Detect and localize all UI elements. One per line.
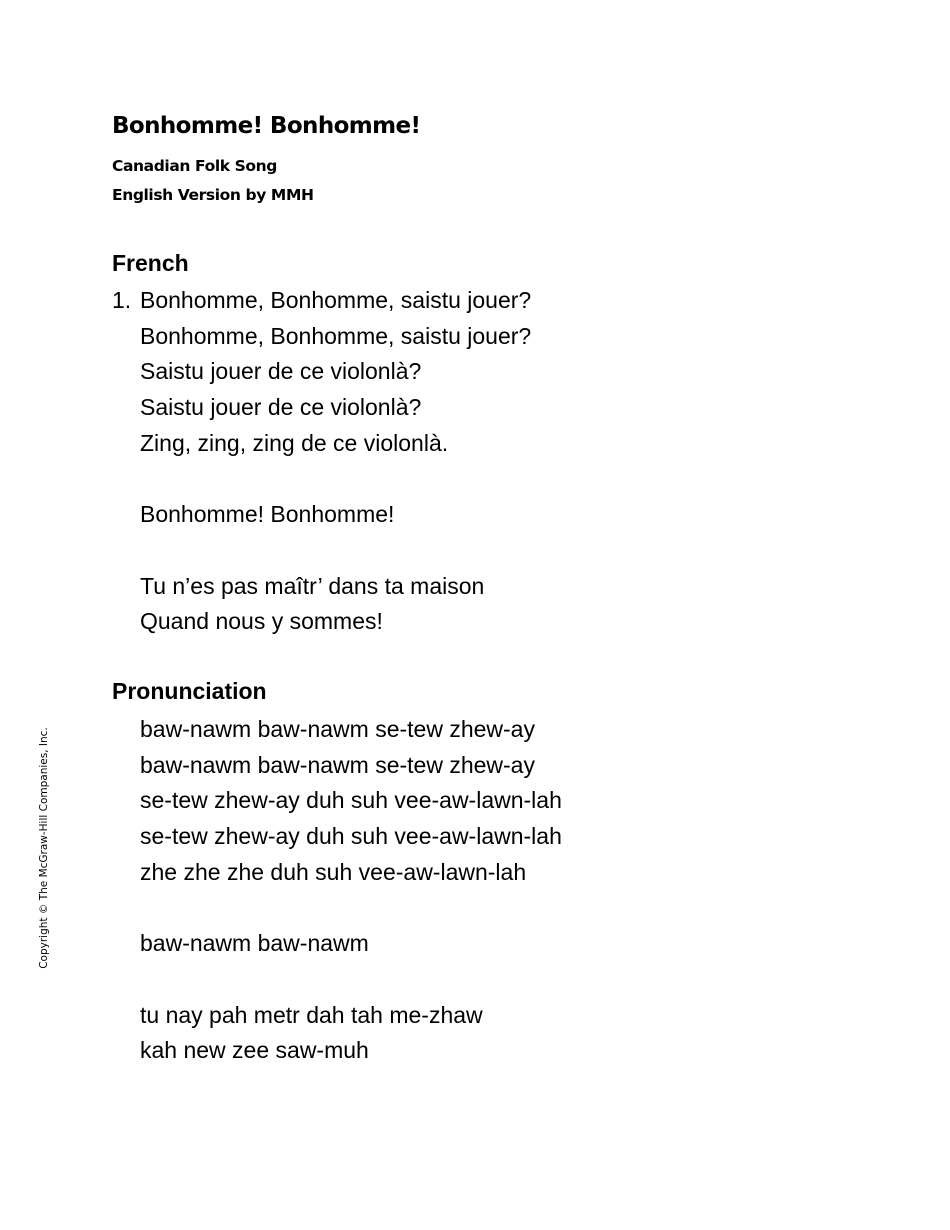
pronunciation-text: baw-nawm baw-nawm — [140, 930, 369, 957]
lyric-text: Bonhomme, Bonhomme, saistu jouer? — [140, 287, 532, 313]
pronunciation-text: baw-nawm baw-nawm se-tew zhew-ay — [140, 751, 535, 778]
pronunciation-line — [112, 748, 562, 784]
blank-line — [112, 461, 531, 497]
lyric-text: Zing, zing, zing de ce violonlà. — [140, 429, 449, 456]
pronunciation-line — [112, 712, 562, 748]
pronunciation-line — [112, 783, 562, 819]
pronunciation-text: baw-nawm baw-nawm se-tew zhew-ay — [140, 716, 535, 742]
song-version-credit: English Version by MMH — [112, 186, 314, 204]
lyric-line — [112, 390, 531, 426]
pronunciation-text: se-tew zhew-ay duh suh vee-aw-lawn-lah — [140, 823, 562, 850]
lyric-text: Quand nous y sommes! — [140, 608, 383, 635]
lyric-line — [112, 604, 531, 640]
lyric-line — [112, 354, 531, 390]
lyric-text: Saistu jouer de ce violonlà? — [140, 394, 422, 421]
song-title: Bonhomme! Bonhomme! — [112, 113, 421, 139]
pronunciation-line — [112, 1033, 562, 1069]
pronunciation-line — [112, 819, 562, 855]
pronunciation-line — [112, 926, 562, 962]
lyric-text: Bonhomme! Bonhomme! — [140, 501, 395, 528]
pronunciation-heading: Pronunciation — [112, 678, 267, 704]
lyric-line — [112, 319, 531, 355]
blank-line — [112, 533, 531, 569]
lyric-line — [112, 569, 531, 605]
pronunciation-lyrics — [112, 712, 562, 1069]
french-lyrics — [112, 283, 531, 640]
lyric-text: Tu n’es pas maîtr’ dans ta maison — [140, 572, 485, 599]
verse-number: 1. — [112, 287, 132, 313]
pronunciation-line — [112, 998, 562, 1034]
blank-line — [112, 962, 562, 998]
pronunciation-text: kah new zee saw-muh — [140, 1037, 369, 1064]
lyric-text: Bonhomme, Bonhomme, saistu jouer? — [140, 322, 532, 349]
pronunciation-text: se-tew zhew-ay duh suh vee-aw-lawn-lah — [140, 787, 562, 814]
blank-line — [112, 890, 562, 926]
lyric-line — [112, 426, 531, 462]
lyric-line — [112, 497, 531, 533]
pronunciation-text: tu nay pah metr dah tah me-zhaw — [140, 1001, 483, 1028]
lyric-line — [112, 283, 531, 319]
french-heading: French — [112, 250, 189, 276]
copyright-notice: Copyright © The McGraw-Hill Companies, Inc. — [38, 727, 50, 969]
song-origin: Canadian Folk Song — [112, 157, 277, 175]
pronunciation-line — [112, 855, 562, 891]
pronunciation-text: zhe zhe zhe duh suh vee-aw-lawn-lah — [140, 858, 527, 885]
lyric-text: Saistu jouer de ce violonlà? — [140, 358, 422, 385]
